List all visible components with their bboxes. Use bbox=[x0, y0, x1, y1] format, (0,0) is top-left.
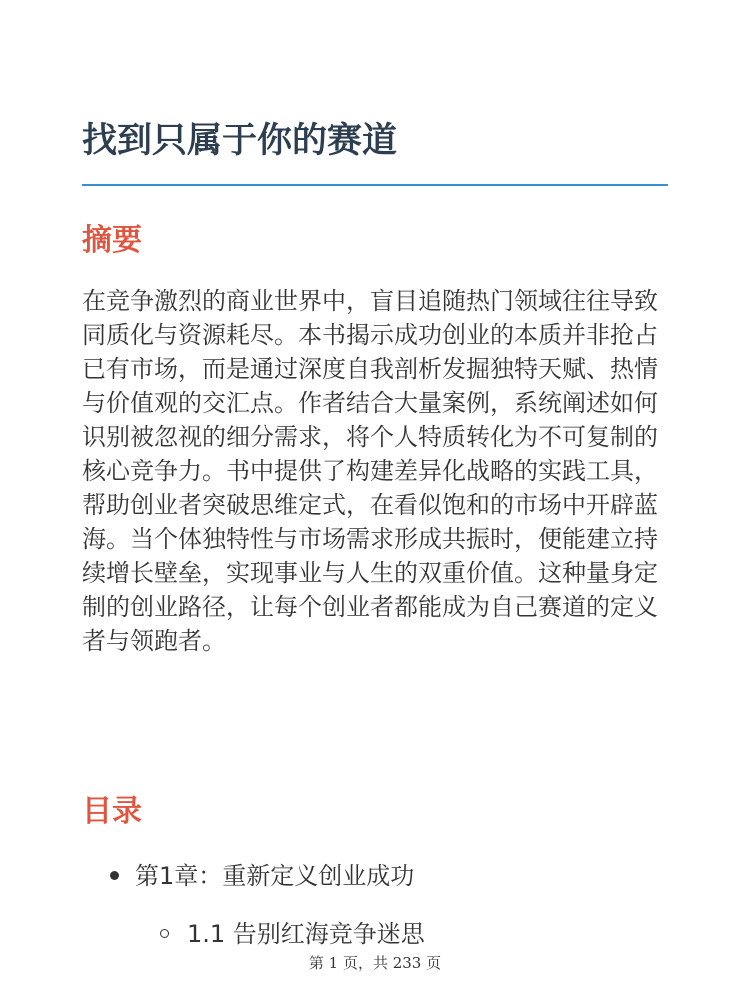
summary-heading: 摘要 bbox=[82, 223, 142, 258]
hollow-bullet-icon bbox=[160, 929, 169, 938]
toc-item-chapter-1[interactable] bbox=[110, 859, 414, 893]
title-divider bbox=[82, 184, 668, 186]
filled-bullet-icon bbox=[110, 871, 119, 880]
toc-item-section-1-1[interactable] bbox=[160, 917, 425, 951]
toc-item-label: 第1章：重新定义创业成功 bbox=[135, 862, 415, 890]
summary-paragraph: 在竞争激烈的商业世界中，盲目追随热门领域往往导致同质化与资源耗尽。本书揭示成功创业的本质并非抢占已有市场，而是通过深度自我剖析发掘独特天赋、热情与价值观的交汇点。作者结合大量案例，系统阐述如何识别被忽视的细分需求，将个人特质转化为不可复制的核心竞争力。书中提供了构建差异化战略的实践工具，帮助创业者突破思维定式，在看似饱和的市场中开辟蓝海。当个体独特性与市场需求形成共振时，便能建立持续增长壁垒，实现事业与人生的双重价值。这种量身定制的创业路径，让每个创业者都能成为自己赛道的定义者与领跑者。 bbox=[82, 287, 658, 655]
document-title: 找到只属于你的赛道 bbox=[82, 121, 398, 161]
page-number-footer: 第 1 页，共 233 页 bbox=[308, 954, 442, 972]
toc-heading: 目录 bbox=[82, 794, 142, 829]
toc-item-label: 1.1 告别红海竞争迷思 bbox=[187, 920, 425, 948]
